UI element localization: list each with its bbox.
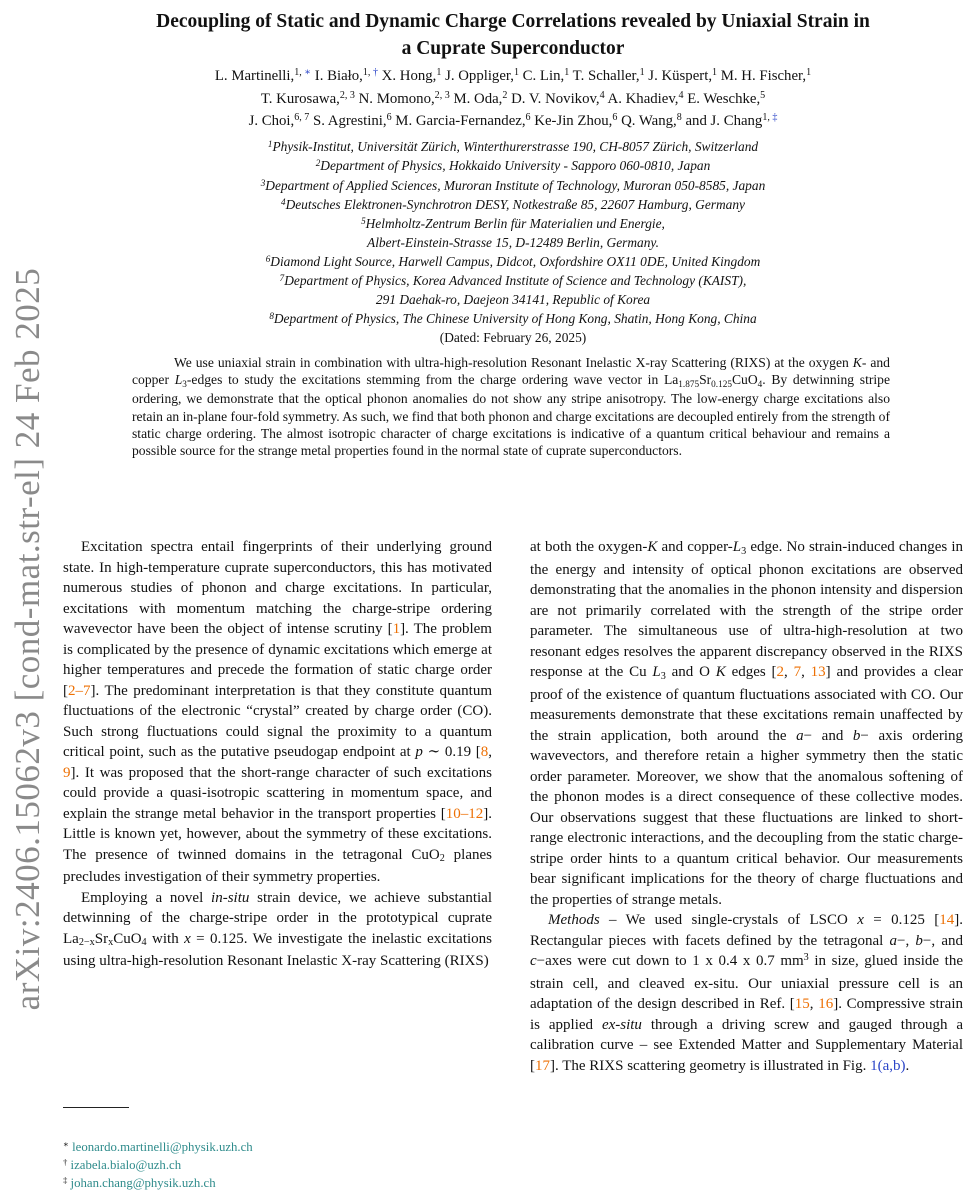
body-paragraph [63,537,492,888]
text-segment: b [915,932,923,949]
affiliation-line [63,177,963,196]
affiliation-list [63,138,963,347]
text-segment: 6, 7 [294,112,310,124]
affiliation-line [63,196,963,215]
text-segment: and copper- [657,539,733,555]
author-list [63,66,963,134]
text-segment: . By detwinning stripe ordering, we demonstrate that the optical phonon anomalies do not show any stripe anisotropy. The low-energy charge excitations also retain an in-plane four-fold symmetry. As such, we find that both phonon and charge excitations are decoupled entirely from the strength of static charge ordering. The almost isotropic character of charge excitations is indicative of a quantum critical behaviour and remains a possible source for the strange metal properties found in the normal state of cuprate superconductors. [132,372,891,459]
text-segment: 4 [281,196,286,207]
text-segment: 3 [182,378,187,389]
citation-link[interactable]: 2 [776,664,785,680]
footnote-list [63,1139,492,1193]
text-segment: T. Kurosawa, [260,90,340,107]
text-segment: 1, [362,67,373,79]
citation-link[interactable]: 1 [392,621,401,637]
text-segment: 1 [513,67,519,79]
text-segment: Employing a novel [81,889,212,906]
citation-link[interactable]: 7 [793,664,802,680]
text-segment: −axes were cut down to 1 x 0.4 x 0.7 mm [536,953,804,969]
footnote-separator [63,1107,129,1108]
text-segment: ∗ [304,67,312,79]
text-segment: X. Hong, [377,68,437,84]
text-segment: C. Lin, [518,68,565,84]
text-segment: J. Oppliger, [441,68,514,84]
affiliation-line [63,291,963,309]
text-segment: 6 [612,112,618,124]
text-segment: Methods [548,912,600,928]
text-segment: 5 [361,216,366,227]
text-segment: p [415,744,423,760]
text-segment: 4 [757,378,763,389]
text-segment: − and [803,727,853,744]
text-segment: -edges to study the excitations stemming from the charge ordering wave vector in La [186,372,679,388]
citation-link[interactable]: 9 [63,764,71,781]
text-segment: strain device, we achieve substantial detwinning of the charge-stripe order in the prototypical cuprate La [63,889,492,947]
text-segment: 2, 3 [339,89,355,101]
text-segment: L [732,539,742,555]
affiliation-line [63,215,963,234]
text-segment: S. Agrestini, [309,113,387,129]
text-segment: − axis ordering wavevectors, and therefore retain a higher symmetry then the static order parameter. Moreover, we show that the anomalous softening of the phonon modes is a direct consequence of these collective modes. Our observations suggest that these fluctuations are linked to short-range electronic interactions, and the decoupling from the static charge-stripe order hints to a quantum critical behavior. Our measurements bear significant implications for the theory of charge fluctuations and the properties of strange metals. [530,727,963,908]
text-segment: 1 [639,67,645,79]
text-segment: Excitation spectra entail fingerprints of their underlying ground state. In high-temperature cuprate superconductors, this has motivated numerous studies of phonon and charge excitations. In particular, excitations with momentum matching the charge-stripe ordering wavevector have been the object of intense scrutiny [ [63,539,492,637]
text-segment: −, [897,932,916,949]
author-line [63,89,963,112]
text-segment: 2 [439,853,445,865]
text-segment: Sr [94,930,109,947]
text-segment: 2−x [78,937,95,949]
text-segment: 291 Daehak-ro, Daejeon 34141, Republic of Korea [375,292,651,308]
citation-link[interactable]: 2–7 [68,682,91,699]
citation-link[interactable]: 14 [939,912,955,928]
text-segment: , [784,664,794,680]
text-segment: . [905,1057,910,1074]
text-segment: 1 [806,67,812,79]
text-segment: 5 [760,89,766,101]
text-segment: 1 [712,67,718,79]
footnote-line [63,1139,492,1157]
text-segment: 2, 3 [434,89,450,101]
text-segment: † [372,67,378,79]
text-segment: L. Martinelli, [214,68,295,84]
text-segment: 4 [141,937,147,949]
footnote-line [63,1157,492,1175]
text-segment: 1 [267,138,273,149]
text-segment: and O [665,664,716,680]
text-segment: 7 [279,272,285,283]
body-paragraph [530,910,963,1076]
text-segment: 1.875 [678,378,700,389]
text-segment: Helmholtz-Zentrum Berlin für Materialien und Energie, [365,216,665,232]
text-segment: 1 [436,67,442,79]
text-segment: , [801,664,811,680]
text-segment: 2 [502,89,508,101]
text-segment: Ke-Jin Zhou, [530,113,613,129]
text-segment: 0.125 [711,378,732,389]
text-segment: = 0.125. We investigate the inelastic excitations using ultra-high-resolution Resonant Inelastic X-ray Scattering (RIXS) [63,930,492,969]
dated-line: (Dated: February 26, 2025) [439,329,587,345]
text-segment: b [852,727,861,744]
text-segment: Department of Applied Sciences, Muroran Institute of Technology, Muroran 050-8585, Japan [265,177,766,193]
text-segment: 8 [269,310,274,321]
affiliation-line [63,310,963,329]
text-segment: M. H. Fischer, [717,68,807,84]
text-segment: Physik-Institut, Universität Zürich, Winterthurerstrasse 190, CH-8057 Zürich, Switzerland [272,139,759,154]
text-segment: Department of Physics, Korea Advanced Institute of Science and Technology (KAIST), [284,273,747,289]
text-segment: K [647,539,658,555]
text-segment: 4 [678,89,684,101]
affiliation-line [63,138,963,157]
text-segment: 3 [260,177,266,188]
text-segment: J. Choi, [248,113,295,129]
text-segment: Diamond Light Source, Harwell Campus, Didcot, Oxfordshire OX11 0DE, United Kingdom [270,253,761,269]
text-segment: ∗ [63,1139,69,1150]
text-segment: K [852,355,862,370]
text-segment: 1, [762,112,773,124]
paper-title [63,8,963,62]
citation-link[interactable]: 16 [818,996,834,1012]
text-segment: , [809,996,819,1012]
abstract [132,354,890,459]
body-paragraph [530,537,963,910]
text-segment: Department of Physics, The Chinese University of Hong Kong, Shatin, Hong Kong, China [273,310,757,326]
text-segment: ]. The problem is complicated by the presence of dynamic excitations which emerge at higher temperatures and precede the formation of static charge order [ [63,621,492,699]
figure-link[interactable]: 1(a,b) [870,1057,906,1074]
right-column [530,537,963,1200]
paper-content [63,0,963,1200]
text-segment: We use uniaxial strain in combination with ultra-high-resolution Resonant Inelastic X-ray Scattering (RIXS) at the oxygen [174,355,853,370]
text-segment: 1, [294,67,305,79]
text-segment: Q. Wang, [617,113,677,129]
text-segment: ‡ [772,112,778,124]
text-segment: 4 [599,89,605,101]
text-segment: −, and [922,932,963,949]
text-segment: M. Garcia-Fernandez, [391,113,526,129]
citation-link[interactable]: 15 [794,996,810,1012]
text-segment: a [889,932,897,949]
text-segment: Albert-Einstein-Strasse 15, D-12489 Berlin, Germany. [367,235,659,251]
arxiv-watermark: arXiv:2406.15062v3 [cond-mat.str-el] 24 Feb 2025 [8,267,47,1011]
text-segment: 6 [525,112,531,124]
text-segment: with [146,930,185,947]
paper-title-line2: a Cuprate Superconductor [401,38,625,59]
text-segment: E. Weschke, [683,90,761,107]
text-segment: planes precludes investigation of their symmetry properties. [63,846,492,885]
text-segment: 2 [315,158,321,169]
body-paragraph [63,888,492,972]
text-segment: and J. Chang [681,113,763,129]
text-segment: 8 [676,112,682,124]
text-segment: x [108,937,114,949]
email-link[interactable]: johan.chang@physik.uzh.ch [67,1175,216,1190]
citation-link[interactable]: 8 [480,744,489,760]
text-segment: ]. It was proposed that the short-range character of such excitations could provide a quasi-isotropic scattering in momentum space, and explain the strange metal behavior in the transport properties [ [63,764,492,822]
text-segment: 3 [660,670,666,682]
text-segment: 6 [265,253,271,264]
text-segment: ]. Rectangular pieces with facets defined by the tetragonal [530,912,963,949]
text-segment: M. Oda, [449,90,503,107]
text-segment: at both the oxygen- [530,539,648,555]
text-segment: † [63,1157,68,1167]
text-segment: a [796,727,804,744]
author-line [63,111,963,134]
text-segment: CuO [731,372,758,388]
author-line [63,66,963,89]
text-segment: K [715,664,726,680]
text-segment: x [184,930,191,947]
text-segment: edge. No strain-induced changes in the energy and intensity of optical phonon excitations are observed demonstrating that the anomalies in the phonon intensity and dispersion are not primarily correlated with the strength of the stripe order parameter. The simultaneous use of ultra-high-resolution at two resonant edges resolves the apparent discrepancy observed in the RIXS response at the Cu [530,539,963,680]
text-segment: - and copper [132,355,890,388]
text-segment: in-situ [211,889,250,906]
text-segment: – We used single-crystals of LSCO [599,912,858,928]
text-segment: 3 [741,545,747,557]
text-segment: ex-situ [601,1016,642,1033]
text-segment: D. V. Novikov, [507,90,600,107]
text-segment: in size, glued inside the strain cell, and cleaved ex-situ. Our uniaxial pressure cell is an adaptation of the design described in Ref. [ [530,953,963,1012]
affiliation-line [63,157,963,176]
text-segment: x [857,912,864,928]
text-segment: ∼ 0.19 [ [422,744,481,760]
text-segment: edges [ [725,664,777,680]
affiliation-line [63,272,963,291]
text-segment: through a driving screw and gauged through a calibration curve – see Extended Matter and Supplementary Material [ [530,1016,963,1074]
text-segment: 1 [564,67,570,79]
text-segment: T. Schaller, [569,68,640,84]
text-segment: Department of Physics, Hokkaido University - Sapporo 060-0810, Japan [320,158,711,174]
text-segment: I. Biało, [311,68,363,84]
left-column [63,537,492,1200]
citation-link[interactable]: 10–12 [445,805,484,822]
text-segment: L [174,372,183,388]
text-segment: CuO [113,930,142,947]
email-link[interactable]: izabela.bialo@uzh.ch [67,1157,182,1172]
text-segment: A. Khadiev, [604,90,679,107]
text-segment: Sr [699,372,712,388]
text-segment: 6 [386,112,392,124]
text-segment: ] and provides a clear proof of the existence of quantum fluctuations associated with CO. Our measurements demonstrate that these excitations remain unaffected by the strain application, both around the [530,664,963,744]
text-segment: L [652,664,661,680]
text-segment: ]. The RIXS scattering geometry is illustrated in Fig. [550,1057,871,1074]
email-link[interactable]: leonardo.martinelli@physik.uzh.ch [68,1140,253,1154]
footnote-line [63,1175,492,1193]
affiliation-line [63,234,963,252]
citation-link[interactable]: 13 [810,664,826,680]
text-segment: ‡ [63,1174,68,1185]
text-segment: ]. The predominant interpretation is that they constitute quantum fluctuations of the electronic “crystal” created by charge order (CO). Such strong fluctuations could signal the proximity to a quantum critical point, such as the putative pseudogap endpoint at [63,682,492,760]
paper-title-line1: Decoupling of Static and Dynamic Charge Correlations revealed by Uniaxial Strain in [156,11,870,32]
text-segment: ]. Little is known yet, however, about the symmetry of these excitations. The presence of twinned domains in the tetragonal CuO [63,805,492,863]
text-segment: N. Momono, [354,90,435,107]
text-segment: , [488,744,492,760]
text-segment: J. Küspert, [644,68,713,84]
citation-link[interactable]: 17 [535,1057,550,1074]
text-segment: = 0.125 [ [863,912,940,928]
text-segment: c [530,953,537,969]
text-segment: 3 [803,952,809,964]
text-segment: Deutsches Elektronen-Synchrotron DESY, Notkestraße 85, 22607 Hamburg, Germany [285,196,745,212]
affiliation-line [63,253,963,272]
text-segment: ]. Compressive strain is applied [530,996,963,1033]
